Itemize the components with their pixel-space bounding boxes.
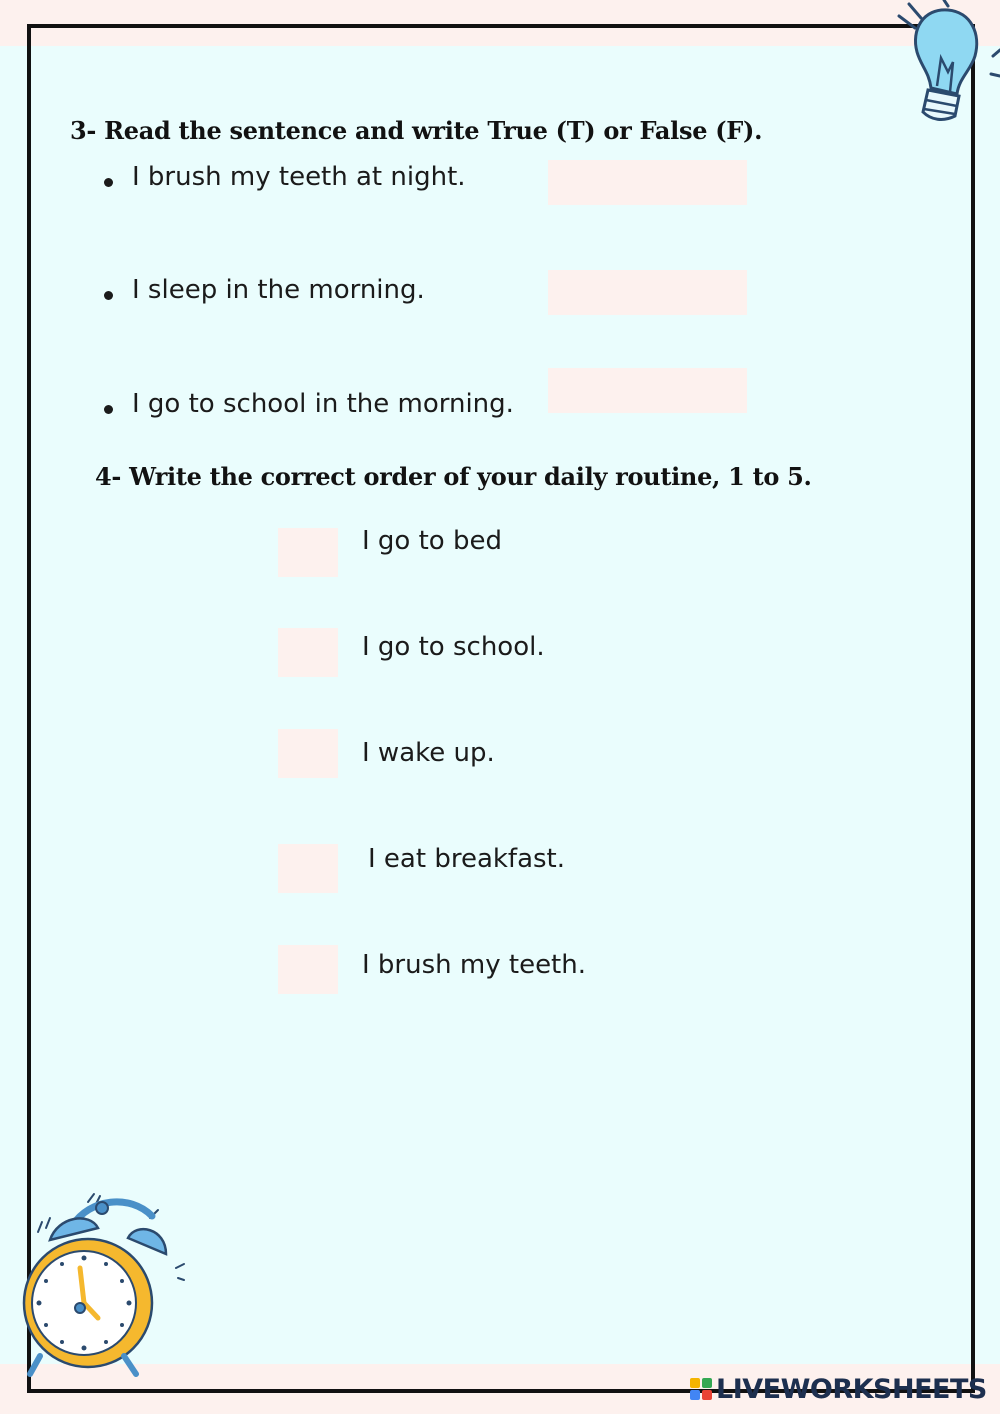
brand-text: LIVEWORKSHEETS — [716, 1373, 987, 1405]
order-number-input[interactable] — [278, 628, 338, 677]
routine-step-text: I go to bed — [362, 526, 502, 556]
routine-step-text: I wake up. — [362, 738, 495, 768]
list-item — [0, 267, 1000, 327]
routine-step-text: I go to school. — [362, 632, 545, 662]
section-3-heading: 3- Read the sentence and write True (T) or False (F). — [70, 116, 763, 145]
section-4-heading: 4- Write the correct order of your daily routine, 1 to 5. — [95, 462, 812, 491]
order-number-input[interactable] — [278, 729, 338, 778]
routine-step-text: I brush my teeth. — [362, 950, 586, 980]
routine-step-text: I eat breakfast. — [368, 844, 566, 874]
order-number-input[interactable] — [278, 945, 338, 994]
order-number-input[interactable] — [278, 844, 338, 893]
order-number-input[interactable] — [278, 528, 338, 577]
statement-text: I go to school in the morning. — [132, 389, 514, 419]
list-item — [0, 154, 1000, 214]
liveworksheets-logo — [690, 1371, 987, 1407]
bullet-icon — [104, 178, 113, 187]
alarm-clock-icon — [20, 1188, 190, 1383]
statement-text: I brush my teeth at night. — [132, 162, 466, 192]
true-false-answer-input[interactable] — [548, 270, 747, 315]
true-false-answer-input[interactable] — [548, 160, 747, 205]
lightbulb-icon — [893, 0, 1000, 130]
bullet-icon — [104, 291, 113, 300]
bullet-icon — [104, 405, 113, 414]
logo-mark-icon — [690, 1378, 712, 1400]
list-item — [0, 381, 1000, 441]
statement-text: I sleep in the morning. — [132, 275, 425, 305]
true-false-answer-input[interactable] — [548, 368, 747, 413]
